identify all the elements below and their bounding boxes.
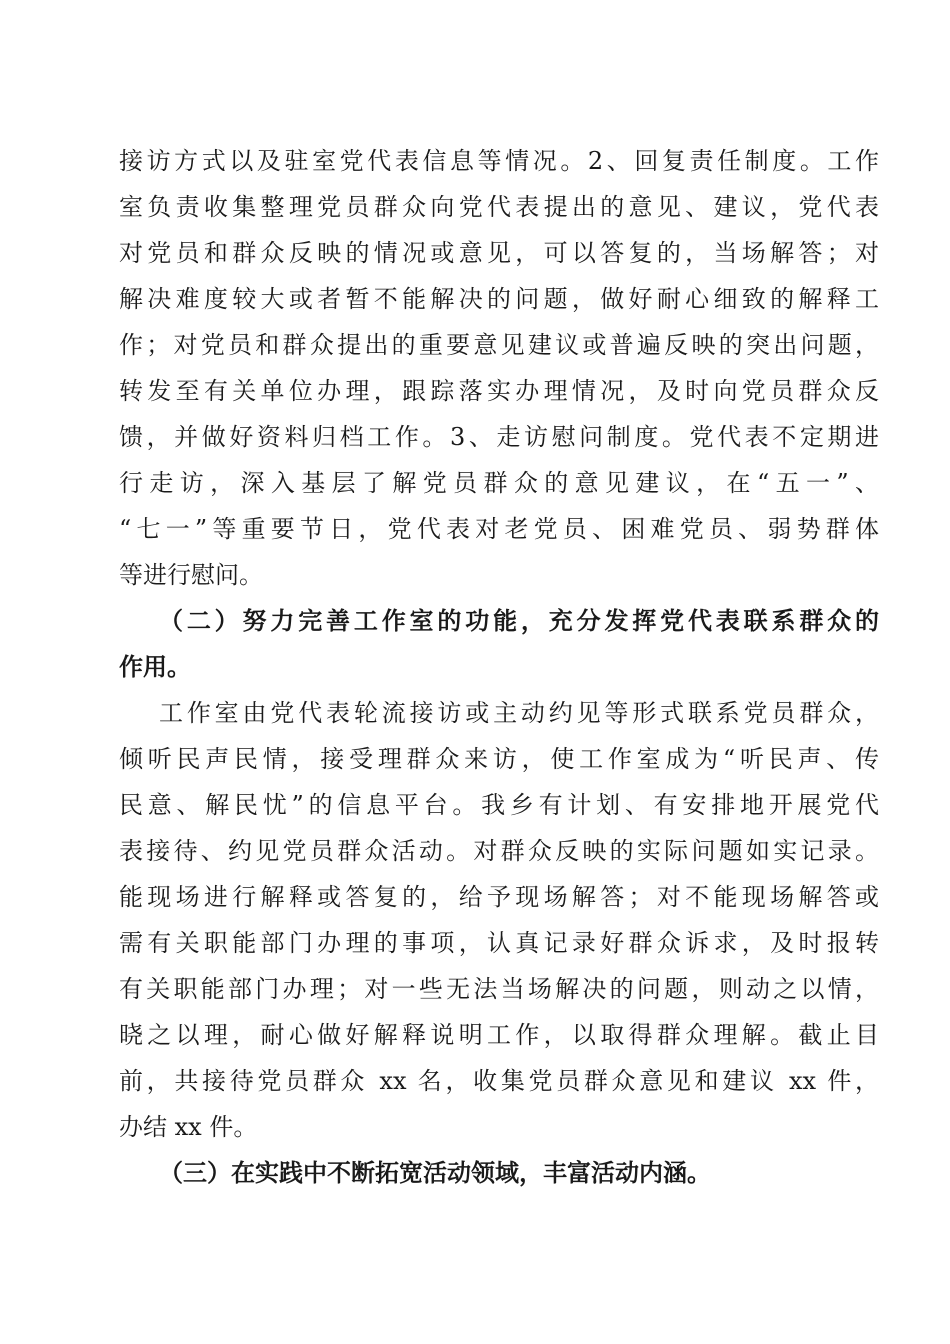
paragraph-2-line: 工作室由党代表轮流接访或主动约见等形式联系党员群众，	[159, 699, 879, 727]
paragraph-2-line: 办结 xx 件。	[119, 1113, 258, 1141]
paragraph-2-line: 有关职能部门办理；对一些无法当场解决的问题，则动之以情，	[119, 975, 879, 1003]
paragraph-1-line: 转发至有关单位办理，跟踪落实办理情况，及时向党员群众反	[119, 377, 879, 405]
section-heading-3: （三）在实践中不断拓宽活动领域，丰富活动内涵。	[159, 1158, 711, 1187]
paragraph-2-line: 晓之以理，耐心做好解释说明工作，以取得群众理解。截止目	[119, 1021, 879, 1049]
paragraph-1-line: 等进行慰问。	[119, 561, 263, 589]
paragraph-2-line: 需有关职能部门办理的事项，认真记录好群众诉求，及时报转	[119, 929, 879, 957]
section-heading-2-continued: 作用。	[119, 652, 191, 681]
section-heading-2: （二）努力完善工作室的功能，充分发挥党代表联系群众的	[159, 606, 879, 635]
paragraph-1-line: 室负责收集整理党员群众向党代表提出的意见、建议，党代表	[119, 193, 879, 221]
paragraph-1-line: 作；对党员和群众提出的重要意见建议或普遍反映的突出问题，	[119, 331, 879, 359]
paragraph-1-line: 行走访，深入基层了解党员群众的意见建议，在“五一”、	[119, 469, 879, 497]
paragraph-1-line: 馈，并做好资料归档工作。3、走访慰问制度。党代表不定期进	[119, 423, 879, 451]
paragraph-2-line: 表接待、约见党员群众活动。对群众反映的实际问题如实记录。	[119, 837, 879, 865]
paragraph-1-line: 解决难度较大或者暂不能解决的问题，做好耐心细致的解释工	[119, 285, 879, 313]
paragraph-2-line: 民意、解民忧”的信息平台。我乡有计划、有安排地开展党代	[119, 791, 879, 819]
paragraph-2-line: 前，共接待党员群众 xx 名，收集党员群众意见和建议 xx 件，	[119, 1067, 879, 1095]
paragraph-2-line: 倾听民声民情，接受理群众来访，使工作室成为“听民声、传	[119, 745, 879, 773]
paragraph-1-line: “七一”等重要节日，党代表对老党员、困难党员、弱势群体	[119, 515, 879, 543]
paragraph-1-line: 接访方式以及驻室党代表信息等情况。2、回复责任制度。工作	[119, 147, 879, 175]
paragraph-2-line: 能现场进行解释或答复的，给予现场解答；对不能现场解答或	[119, 883, 879, 911]
paragraph-1-line: 对党员和群众反映的情况或意见，可以答复的，当场解答；对	[119, 239, 879, 267]
